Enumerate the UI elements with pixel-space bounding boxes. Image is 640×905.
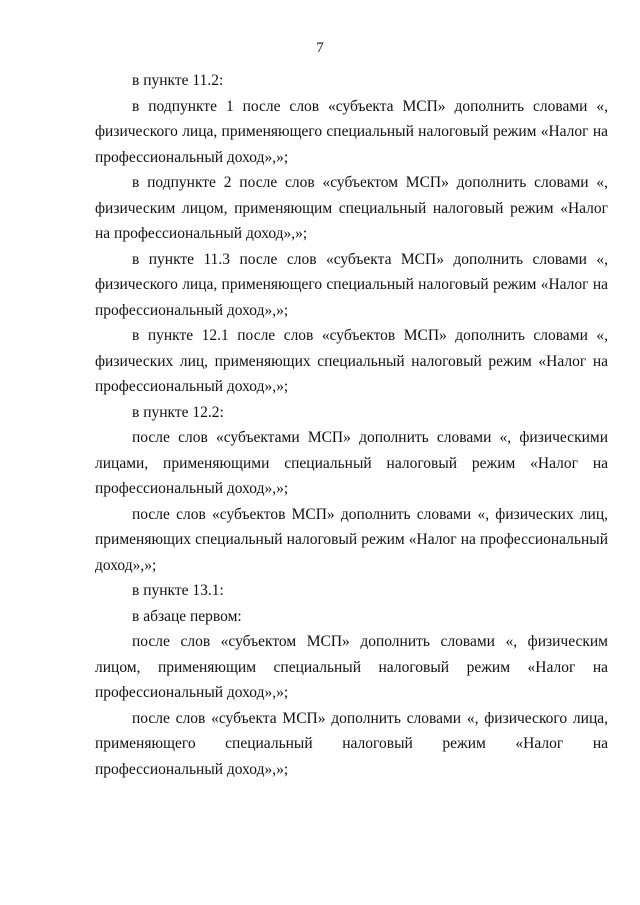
paragraph-5: в пункте 12.1 после слов «субъектов МСП» дополнить словами «, физических лиц, применяющих специальный налоговый режим «Налог на профессиональный доход»,»; (95, 327, 608, 395)
document-body (95, 68, 608, 782)
paragraph-11: после слов «субъектом МСП» дополнить словами «, физическим лицом, применяющим специальный налоговый режим «Налог на профессиональный доход»,»; (95, 633, 608, 701)
paragraph-1: в пункте 11.2: (132, 72, 224, 89)
paragraph-3: в подпункте 2 после слов «субъектом МСП» дополнить словами «, физическим лицом, применяющим специальный налоговый режим «Налог на профессиональный доход»,»; (95, 174, 608, 242)
paragraph-4: в пункте 11.3 после слов «субъекта МСП» дополнить словами «, физического лица, применяющего специальный налоговый режим «Налог на профессиональный доход»,»; (95, 250, 608, 319)
paragraph-2: в подпункте 1 после слов «субъекта МСП» дополнить словами «, физического лица, применяющего специальный налоговый режим «Налог на профессиональный доход»,»; (95, 97, 608, 166)
paragraph-8: после слов «субъектов МСП» дополнить словами «, физических лиц, применяющих специальный налоговый режим «Налог на профессиональный доход»,»; (95, 505, 608, 574)
page-number: 7 (316, 40, 324, 56)
paragraph-9: в пункте 13.1: (132, 582, 224, 599)
paragraph-6: в пункте 12.2: (132, 403, 224, 421)
paragraph-7: после слов «субъектами МСП» дополнить словами «, физическими лицами, применяющими специальный налоговый режим «Налог на профессиональный доход»,»; (95, 429, 608, 497)
paragraph-12: после слов «субъекта МСП» дополнить словами «, физического лица, применяющего специальный налоговый режим «Налог на профессиональный доход»,»; (95, 709, 608, 778)
paragraph-10: в абзаце первом: (132, 607, 242, 625)
